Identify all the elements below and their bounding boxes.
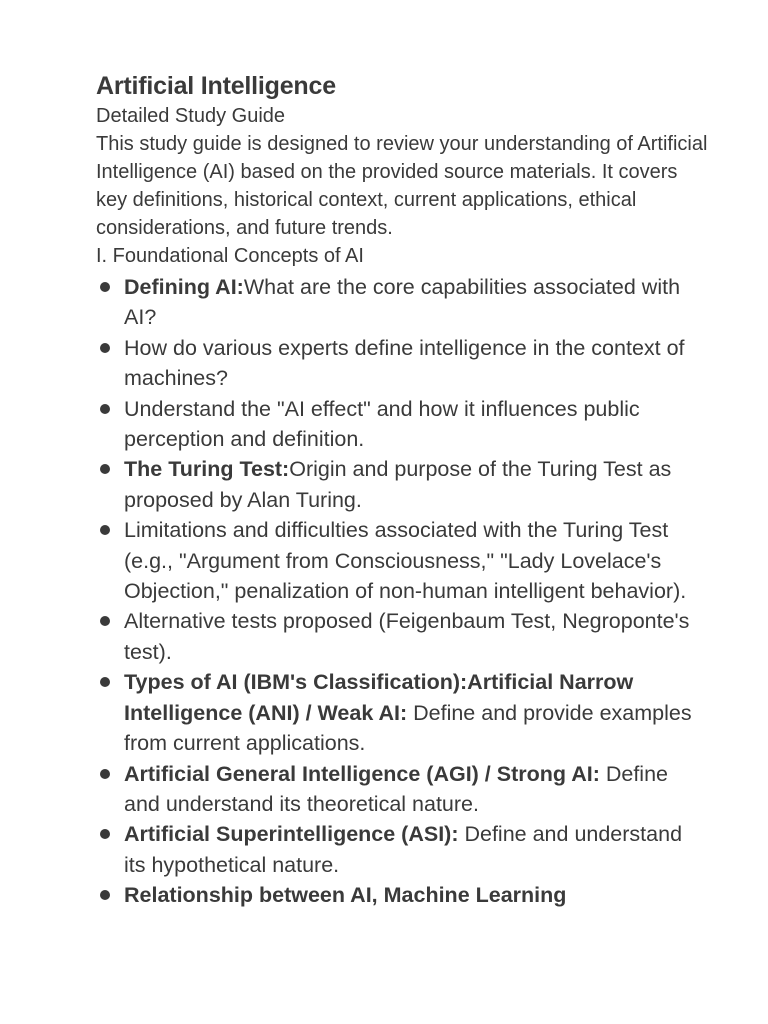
bullet-dot-icon bbox=[100, 343, 110, 353]
bullet-dot-icon bbox=[100, 769, 110, 779]
bullet-text: What are the core capabilities associated with AI? bbox=[124, 275, 681, 330]
bullet-text: Alternative tests proposed (Feigenbaum Test, Negroponte's test). bbox=[124, 609, 690, 664]
list-item bbox=[96, 819, 708, 880]
bullet-dot-icon bbox=[100, 282, 110, 292]
bullet-dot-icon bbox=[100, 464, 110, 474]
bullet-bold-text: The Turing Test: bbox=[124, 457, 290, 482]
list-item bbox=[96, 606, 708, 667]
list-item bbox=[96, 515, 708, 606]
bullet-text: Understand the "AI effect" and how it influences public perception and definition. bbox=[124, 396, 640, 452]
bullet-bold-text: Defining AI: bbox=[124, 275, 244, 299]
list-item bbox=[96, 272, 708, 333]
list-item bbox=[96, 454, 708, 515]
list-item bbox=[96, 759, 708, 820]
bullet-bold-text: Artificial General Intelligence (AGI) / Strong AI: bbox=[124, 761, 600, 786]
bullet-dot-icon bbox=[100, 525, 110, 535]
document-subtitle: Detailed Study Guide bbox=[96, 105, 286, 127]
intro-paragraph: This study guide is designed to review your understanding of Artificial Intelligence (AI) based on the provided source materials. It covers key definitions, historical context, current applications, ethical considerations, and future trends. bbox=[96, 133, 708, 239]
bullet-text: Define and understand its theoretical nature. bbox=[124, 761, 668, 816]
bullet-bold-text: Relationship between AI, Machine Learning bbox=[124, 883, 567, 908]
bullet-bold-text: Types of AI (IBM's Classification):Artificial Narrow Intelligence (ANI) / Weak AI: bbox=[124, 670, 634, 725]
bullet-bold-text: Artificial Superintelligence (ASI): bbox=[124, 822, 459, 847]
list-item bbox=[96, 394, 708, 455]
document-title: Artificial Intelligence bbox=[96, 72, 336, 100]
bullet-dot-icon bbox=[100, 404, 110, 414]
bullet-text: Define and understand its hypothetical nature. bbox=[124, 822, 683, 877]
bullet-text: How do various experts define intelligence in the context of machines? bbox=[124, 335, 685, 391]
bullet-dot-icon bbox=[100, 890, 110, 900]
bullet-text: Define and provide examples from current applications. bbox=[124, 700, 692, 756]
list-item bbox=[96, 880, 708, 910]
bullet-dot-icon bbox=[100, 677, 110, 687]
bullet-dot-icon bbox=[100, 616, 110, 626]
bullet-text: Origin and purpose of the Turing Test as proposed by Alan Turing. bbox=[124, 457, 672, 512]
bullet-dot-icon bbox=[100, 829, 110, 839]
bullet-text: Limitations and difficulties associated with the Turing Test (e.g., "Argument from Consciousness," "Lady Lovelace's Objection," penalization of non-human intelligent behavior). bbox=[124, 518, 687, 604]
bullet-list bbox=[96, 272, 708, 911]
list-item bbox=[96, 667, 708, 758]
list-item bbox=[96, 333, 708, 394]
section-heading: I. Foundational Concepts of AI bbox=[96, 245, 364, 267]
